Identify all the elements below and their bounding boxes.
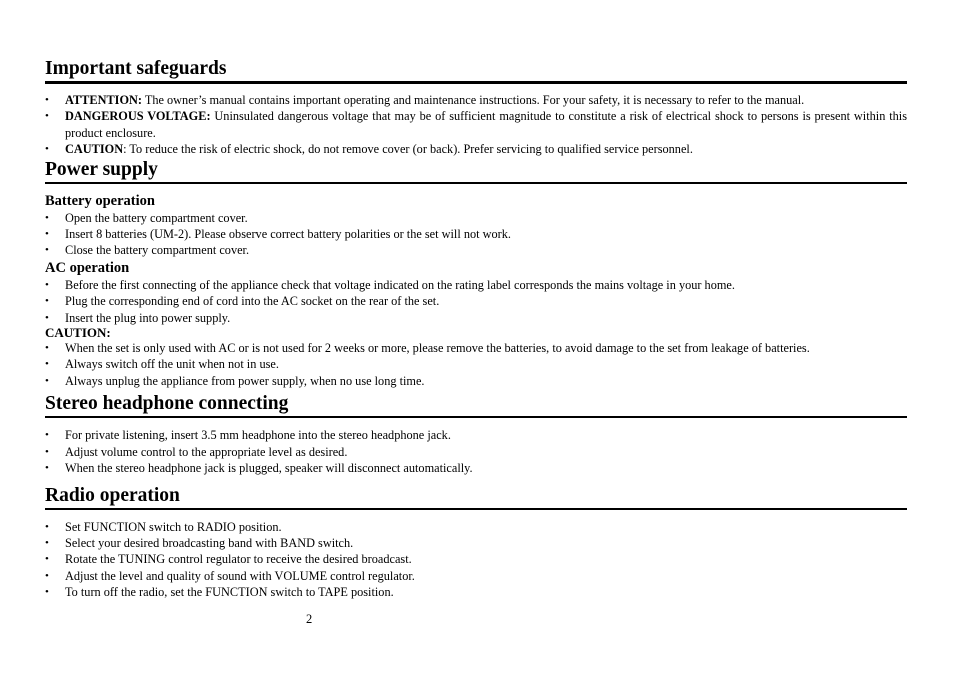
bullet-icon: • (45, 110, 49, 123)
bullet-icon: • (45, 228, 49, 241)
list-item (45, 293, 907, 309)
section-power-supply (45, 159, 907, 390)
bullet-icon: • (45, 211, 49, 224)
bullet-icon: • (45, 462, 49, 475)
list-item (45, 356, 907, 372)
list-item (45, 427, 907, 443)
section-important-safeguards (45, 58, 907, 158)
section-radio-operation (45, 485, 907, 601)
item-text: Rotate the TUNING control regulator to receive the desired broadcast. (65, 552, 412, 567)
item-text: The owner’s manual contains important operating and maintenance instructions. For your safety, it is necessary to refer to the manual. (141, 93, 805, 107)
item-text: : To reduce the risk of electric shock, do not remove cover (or back). Prefer servicing to qualified service personnel. (123, 142, 693, 157)
subheading-battery-operation: Battery operation (45, 192, 155, 209)
caution-list (45, 340, 907, 389)
bullet-icon: • (45, 445, 49, 458)
section-divider (45, 182, 907, 184)
item-text: Insert the plug into power supply. (65, 310, 231, 325)
bullet-icon: • (45, 520, 49, 533)
section-divider (45, 508, 907, 510)
item-label: ATTENTION: (65, 93, 142, 107)
bullet-icon: • (45, 553, 49, 566)
item-text: Set FUNCTION switch to RADIO position. (65, 519, 282, 534)
radio-list (45, 519, 907, 601)
section-title-important-safeguards: Important safeguards (45, 58, 227, 79)
bullet-icon: • (45, 295, 49, 308)
bullet-icon: • (45, 342, 49, 355)
section-divider (45, 416, 907, 418)
item-text: Adjust volume control to the appropriate level as desired. (65, 444, 348, 459)
bullet-icon: • (45, 429, 49, 442)
item-text: Uninsulated dangerous voltage that may be of sufficient magnitude to constitute a risk of electrical shock to persons is present within this product enclosure. (65, 109, 907, 140)
item-text: To turn off the radio, set the FUNCTION switch to TAPE position. (65, 585, 394, 600)
stereo-list (45, 427, 907, 476)
ac-list (45, 277, 907, 326)
list-item (45, 242, 907, 258)
item-text: Open the battery compartment cover. (65, 210, 248, 225)
bullet-icon: • (45, 311, 49, 324)
list-item (45, 535, 907, 551)
item-text: Adjust the level and quality of sound with VOLUME control regulator. (65, 568, 415, 583)
list-item (45, 519, 907, 535)
list-item (45, 551, 907, 567)
list-item (45, 460, 907, 476)
item-label: DANGEROUS VOLTAGE: (65, 109, 211, 124)
bullet-icon: • (45, 358, 49, 371)
safeguards-list (45, 92, 907, 158)
item-text: Insert 8 batteries (UM-2). Please observe correct battery polarities or the set will not work. (65, 227, 511, 242)
item-text: Close the battery compartment cover. (65, 243, 250, 258)
list-item (45, 92, 907, 108)
section-stereo-headphone (45, 393, 907, 476)
item-text: When the set is only used with AC or is not used for 2 weeks or more, please remove the batteries, to avoid damage to the set from leakage of batteries. (65, 341, 810, 356)
item-label: CAUTION (65, 142, 124, 157)
subheading-caution: CAUTION: (45, 325, 111, 341)
item-text: When the stereo headphone jack is plugged, speaker will disconnect automatically. (65, 461, 473, 476)
item-text: Always unplug the appliance from power supply, when no use long time. (65, 373, 425, 388)
item-text: Plug the corresponding end of cord into the AC socket on the rear of the set. (65, 294, 440, 309)
list-item (45, 340, 907, 356)
section-title-power-supply: Power supply (45, 158, 158, 180)
battery-list (45, 210, 907, 259)
bullet-icon: • (45, 569, 49, 582)
list-item (45, 210, 907, 226)
bullet-icon: • (45, 374, 49, 387)
section-title-stereo-headphone: Stereo headphone connecting (45, 393, 289, 415)
item-text: Always switch off the unit when not in use. (65, 357, 279, 372)
section-divider (45, 81, 907, 84)
subheading-ac-operation: AC operation (45, 259, 130, 276)
bullet-icon: • (45, 143, 49, 156)
list-item (45, 226, 907, 242)
list-item (45, 277, 907, 293)
section-title-radio-operation: Radio operation (45, 484, 180, 506)
list-item (45, 108, 907, 141)
bullet-icon: • (45, 586, 49, 599)
list-item (45, 444, 907, 460)
item-text: Select your desired broadcasting band with BAND switch. (65, 535, 354, 550)
item-text: For private listening, insert 3.5 mm headphone into the stereo headphone jack. (65, 428, 451, 443)
list-item (45, 584, 907, 600)
item-text: Before the first connecting of the appliance check that voltage indicated on the rating label corresponds the mains voltage in your home. (65, 277, 735, 292)
manual-page (45, 58, 907, 601)
list-item (45, 141, 907, 157)
bullet-icon: • (45, 536, 49, 549)
bullet-icon: • (45, 244, 49, 257)
bullet-icon: • (45, 94, 49, 106)
list-item (45, 310, 907, 326)
list-item (45, 373, 907, 389)
bullet-icon: • (45, 278, 49, 291)
list-item (45, 568, 907, 584)
page-number: 2 (306, 612, 313, 626)
